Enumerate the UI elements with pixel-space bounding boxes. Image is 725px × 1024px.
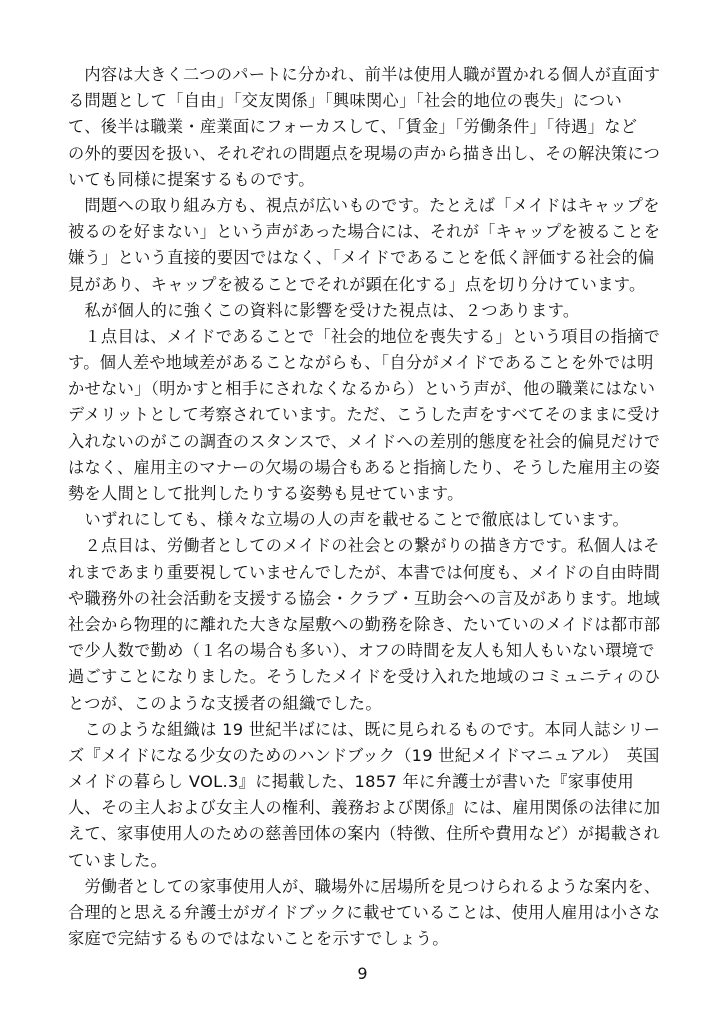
text-line: はなく、雇用主のマナーの欠場の場合もあると指摘したり、そうした雇用主の姿 — [68, 457, 661, 477]
text-line: えて、家事使用人のための慈善団体の案内（特徴、住所や費用など）が掲載され — [68, 824, 661, 844]
text-line: で少人数で勤め（１名の場合も多い）、オフの時間を友人も知人もいない環境で — [68, 641, 655, 661]
paragraph — [68, 533, 660, 716]
text-line: 合理的と思える弁護士がガイドブックに載せていることは、使用人雇用は小さな — [68, 903, 661, 922]
text-line: １点目は、メイドであることで「社会的地位を喪失する」という項目の指摘で — [68, 326, 661, 346]
text-line: 嫌う」という直接的要因ではなく、「メイドであることを低く評価する社会的偏 — [68, 248, 655, 268]
paragraph — [68, 874, 660, 953]
text-line: かせない」（明かすと相手にされなくなるから）という声が、他の職業にはない — [68, 379, 656, 399]
text-line: 社会から物理的に離れた大きな屋敷への勤務を除き、たいていのメイドは都市部 — [68, 614, 661, 634]
text-line: 問題への取り組み方も、視点が広いものです。たとえば「メイドはキャップを — [68, 195, 660, 215]
text-line: 家庭で完結するものではないことを示すでしょう。 — [68, 929, 449, 949]
text-line: れまであまり重要視していませんでしたが、本書では何度も、メイドの自由時間 — [68, 562, 661, 582]
text-line: このような組織は 19 世紀半ばには、既に見られるものです。本同人誌シリー — [68, 719, 661, 739]
text-line: ていました。 — [68, 850, 168, 870]
page-number: 9 — [357, 964, 368, 983]
text-line: 内容は大きく二つのパートに分かれ、前半は使用人職が置かれる個人が直面す — [68, 65, 661, 84]
text-line: メイドの暮らし VOL.3』に掲載した、1857 年に弁護士が書いた『家事使用 — [68, 772, 635, 792]
text-line: 過ごすことになりました。そうしたメイドを受け入れた地域のコミュニティのひ — [68, 667, 661, 687]
body-text — [68, 62, 660, 952]
text-line: て、後半は職業・産業面にフォーカスして、「賃金」「労働条件」「待遇」など — [68, 117, 638, 137]
text-line: や職務外の社会活動を支援する協会・クラブ・互助会への言及があります。地域 — [68, 588, 661, 608]
text-line: とつが、このような支援者の組織でした。 — [68, 693, 382, 713]
text-line: ２点目は、労働者としてのメイドの社会との繋がりの描き方です。私個人はそ — [68, 536, 660, 556]
text-line: デメリットとして考察されています。ただ、こうした声をすべてそのままに受け — [68, 405, 661, 425]
text-line: 入れないのがこの調査のスタンスで、メイドへの差別的態度を社会的偏見だけで — [68, 431, 661, 451]
text-line: 被るのを好まない」という声があった場合には、それが「キャップを被ることを — [68, 222, 661, 242]
text-line: 勢を人間として批判したりする姿勢も見せています。 — [68, 484, 464, 503]
text-line: 私が個人的に強くこの資料に影響を受けた視点は、２つあります。 — [68, 300, 580, 320]
text-line: の外的要因を扱い、それぞれの問題点を現場の声から描き出し、その解決策につ — [68, 143, 661, 163]
paragraph — [68, 193, 660, 298]
text-line: ズ『メイドになる少女のためのハンドブック（19 世紀メイドマニュアル） 英国 — [68, 745, 660, 765]
text-line: る問題として「自由」「交友関係」「興味関心」「社会的地位の喪失」につい — [68, 91, 623, 111]
paragraph — [68, 298, 660, 324]
paragraph — [68, 717, 660, 874]
text-line: 労働者としての家事使用人が、職場外に居場所を見つけられるような案内を、 — [68, 876, 661, 896]
paragraph — [68, 324, 660, 507]
paragraph — [68, 507, 660, 533]
text-line: いずれにしても、様々な立場の人の声を載せることで徹底はしています。 — [68, 510, 629, 530]
paragraph — [68, 62, 660, 193]
text-line: いても同様に提案するものです。 — [68, 169, 315, 189]
text-line: 見があり、キャップを被ることでそれが顕在化する」点を切り分けています。 — [68, 274, 646, 294]
text-line: 人、その主人および女主人の権利、義務および関係』には、雇用関係の法律に加 — [68, 798, 661, 818]
text-line: す。個人差や地域差があることながらも、「自分がメイドであることを外では明 — [68, 353, 654, 373]
